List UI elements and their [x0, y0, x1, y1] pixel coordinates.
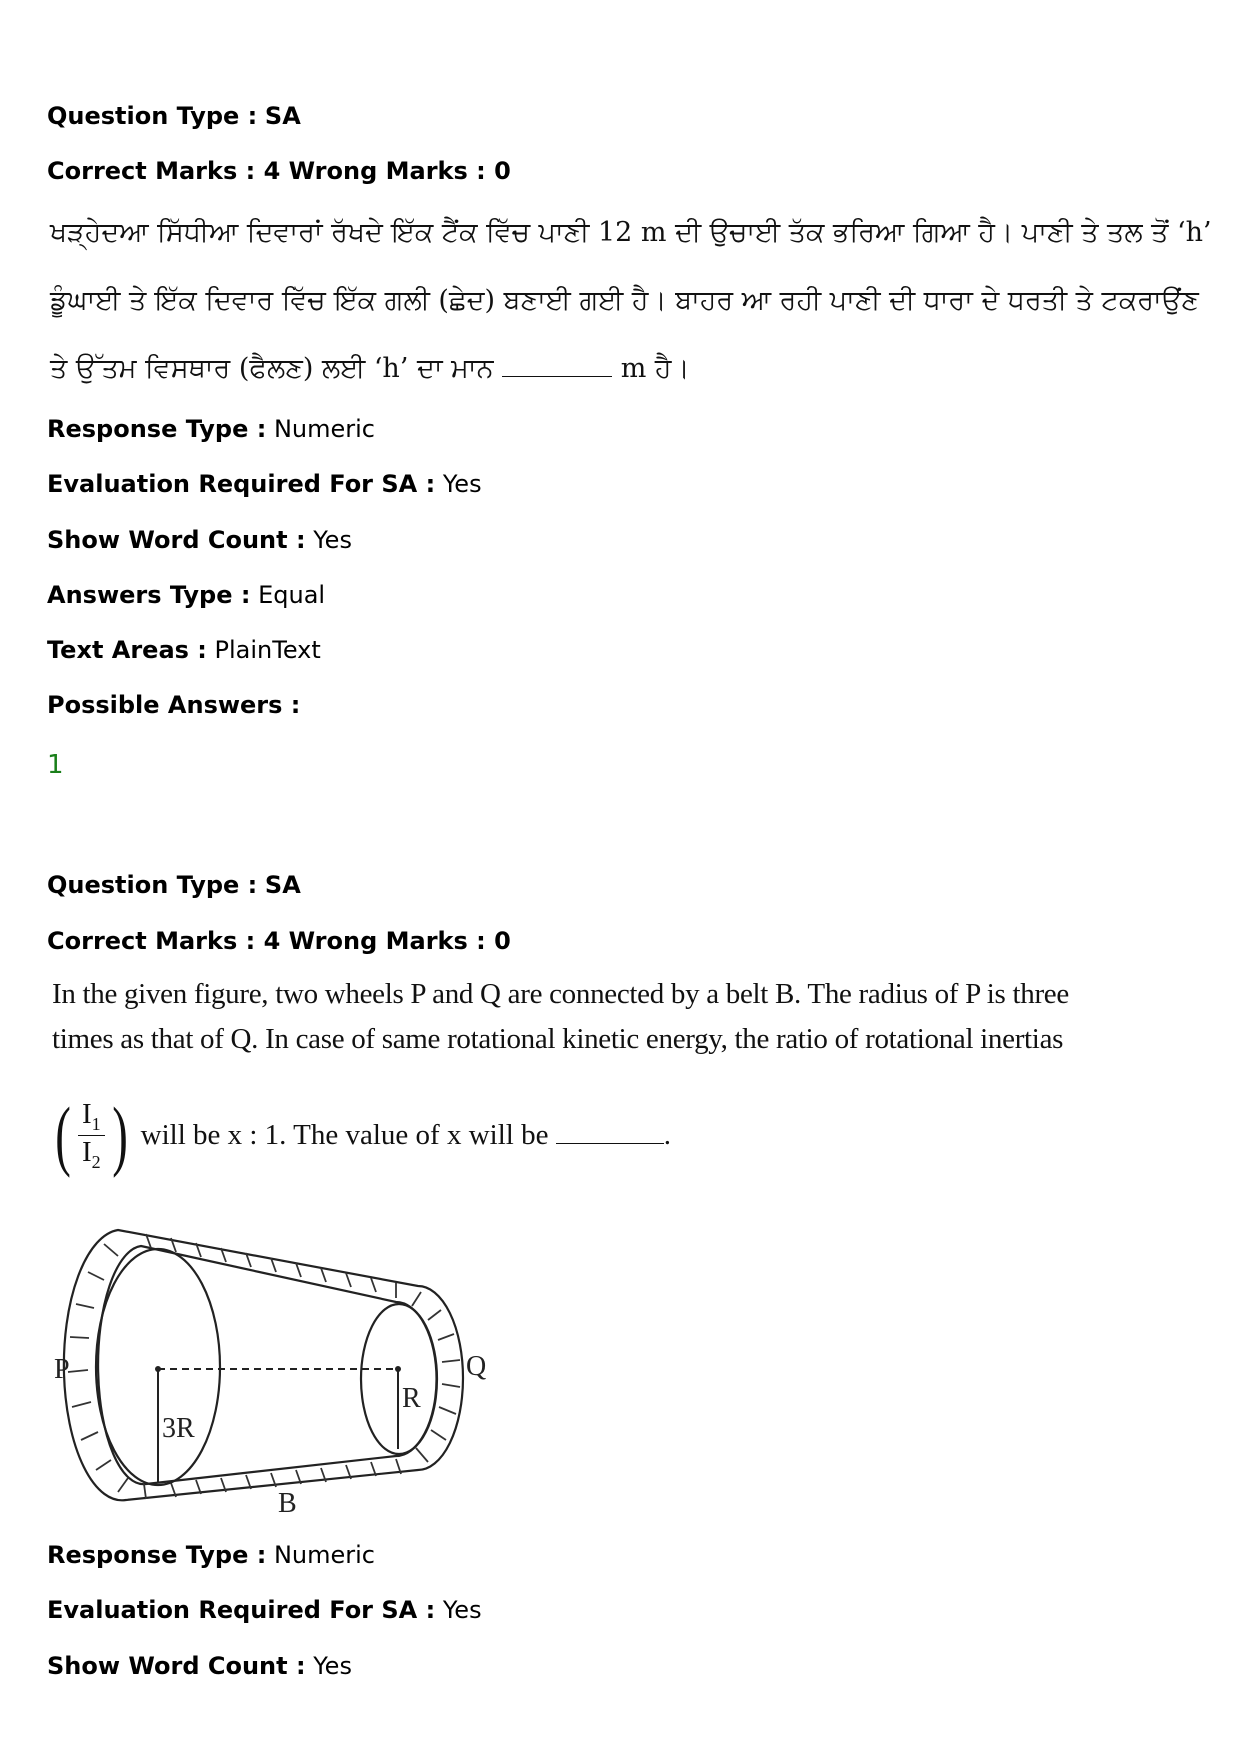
q1-eval-label: Evaluation Required For SA :	[47, 470, 436, 498]
q2-question-type	[47, 870, 301, 900]
label-3r: 3R	[162, 1413, 195, 1444]
right-paren: )	[111, 1091, 128, 1178]
q2-word-count	[47, 1651, 352, 1681]
belt-pulley-figure	[46, 1212, 496, 1512]
q2-text-line-1: In the given figure, two wheels P and Q are connected by a belt B. The radius of P is three	[52, 978, 1069, 1010]
q1-text-line-3	[50, 352, 690, 386]
q1-marks-text: Correct Marks : 4 Wrong Marks : 0	[47, 157, 511, 185]
q2-eval-value: Yes	[442, 1596, 482, 1624]
q2-response-type-label: Response Type :	[47, 1541, 267, 1569]
q1-question-type	[47, 101, 301, 131]
q2-response-type-value: Numeric	[273, 1541, 375, 1569]
q1-eval-required	[47, 469, 482, 499]
denominator-symbol: I	[81, 1135, 92, 1168]
q2-eval-label: Evaluation Required For SA :	[47, 1596, 436, 1624]
centre-q-dot	[395, 1366, 401, 1372]
belt-outer-outline	[64, 1230, 463, 1500]
answer-blank	[502, 376, 612, 377]
q1-text-line-3b: m ਹੈ।	[620, 353, 690, 384]
fraction-numerator	[78, 1098, 105, 1135]
q1-possible-answer-value: 1	[47, 750, 64, 780]
q2-text-line-3-words: will be x : 1. The value of x will be	[140, 1118, 549, 1151]
label-p: P	[54, 1354, 70, 1385]
q2-question-type-value: SA	[264, 871, 301, 899]
q1-marks	[47, 156, 511, 186]
fraction-denominator	[78, 1136, 105, 1173]
q1-word-count-label: Show Word Count :	[47, 526, 306, 554]
q1-question-type-label: Question Type :	[47, 102, 258, 130]
q1-word-count-value: Yes	[313, 526, 352, 554]
q2-text-line-2: times as that of Q. In case of same rotational kinetic energy, the ratio of rotational inertias	[52, 1023, 1064, 1055]
left-paren: (	[55, 1091, 71, 1178]
q2-marks	[47, 926, 511, 956]
q1-text-line-3a: ਤੇ ਉੱਤਮ ਵਿਸਥਾਰ (ਫੈਲਣ) ਲਈ ‘h’ ਦਾ ਮਾਨ	[50, 353, 494, 384]
q1-eval-value: Yes	[442, 470, 482, 498]
q2-word-count-value: Yes	[313, 1652, 352, 1680]
q2-marks-text: Correct Marks : 4 Wrong Marks : 0	[47, 927, 511, 955]
denominator-subscript: 2	[91, 1151, 101, 1172]
q1-text-line-2: ਡੂੰਘਾਈ ਤੇ ਇੱਕ ਦਿਵਾਰ ਵਿੱਚ ਇੱਕ ਗਲੀ (ਛੇਦ) ਬਣਾਈ ਗਈ ਹੈ। ਬਾਹਰ ਆ ਰਹੀ ਪਾਣੀ ਦੀ ਧਾਰਾ ਦੇ ਧਰਤੀ ਤੇ ਟਕਰਾਉਂਣ	[50, 285, 1199, 316]
q2-text-line-3	[50, 1082, 671, 1188]
q1-answers-type-label: Answers Type :	[47, 581, 251, 609]
q1-response-type	[47, 414, 375, 444]
q2-response-type	[47, 1540, 375, 1570]
q2-word-count-label: Show Word Count :	[47, 1652, 306, 1680]
label-b: B	[278, 1488, 297, 1512]
q1-answers-type-value: Equal	[258, 581, 326, 609]
q1-response-type-value: Numeric	[273, 415, 375, 443]
answer-blank	[556, 1143, 664, 1144]
q1-response-type-label: Response Type :	[47, 415, 267, 443]
q1-text-areas-label: Text Areas :	[47, 636, 207, 664]
inertia-ratio-fraction	[78, 1098, 105, 1173]
numerator-subscript: 1	[91, 1113, 101, 1134]
numerator-symbol: I	[81, 1097, 92, 1130]
q1-text-areas-value: PlainText	[214, 636, 321, 664]
q1-possible-answers	[47, 690, 300, 720]
q2-eval-required	[47, 1595, 482, 1625]
q1-text-line-1: ਖੜ੍ਹੇਦਆ ਸਿੱਧੀਆ ਦਿਵਾਰਾਂ ਰੱਖਦੇ ਇੱਕ ਟੈਂਕ ਵਿੱਚ ਪਾਣੀ 12 m ਦੀ ਉਚਾਈ ਤੱਕ ਭਰਿਆ ਗਿਆ ਹੈ। ਪਾਣੀ ਤੇ ਤਲ ਤੋਂ ‘h’	[50, 217, 1212, 248]
centre-p-dot	[155, 1366, 161, 1372]
q1-answers-type	[47, 580, 325, 610]
q1-question-type-value: SA	[264, 102, 301, 130]
q2-question-type-label: Question Type :	[47, 871, 258, 899]
label-r: R	[402, 1383, 421, 1414]
q1-word-count	[47, 525, 352, 555]
q1-possible-answers-label: Possible Answers :	[47, 691, 301, 719]
q2-text-line-3-text: will be x : 1. The value of x will be .	[140, 1118, 671, 1151]
label-q: Q	[466, 1351, 487, 1382]
q1-text-areas	[47, 635, 321, 665]
